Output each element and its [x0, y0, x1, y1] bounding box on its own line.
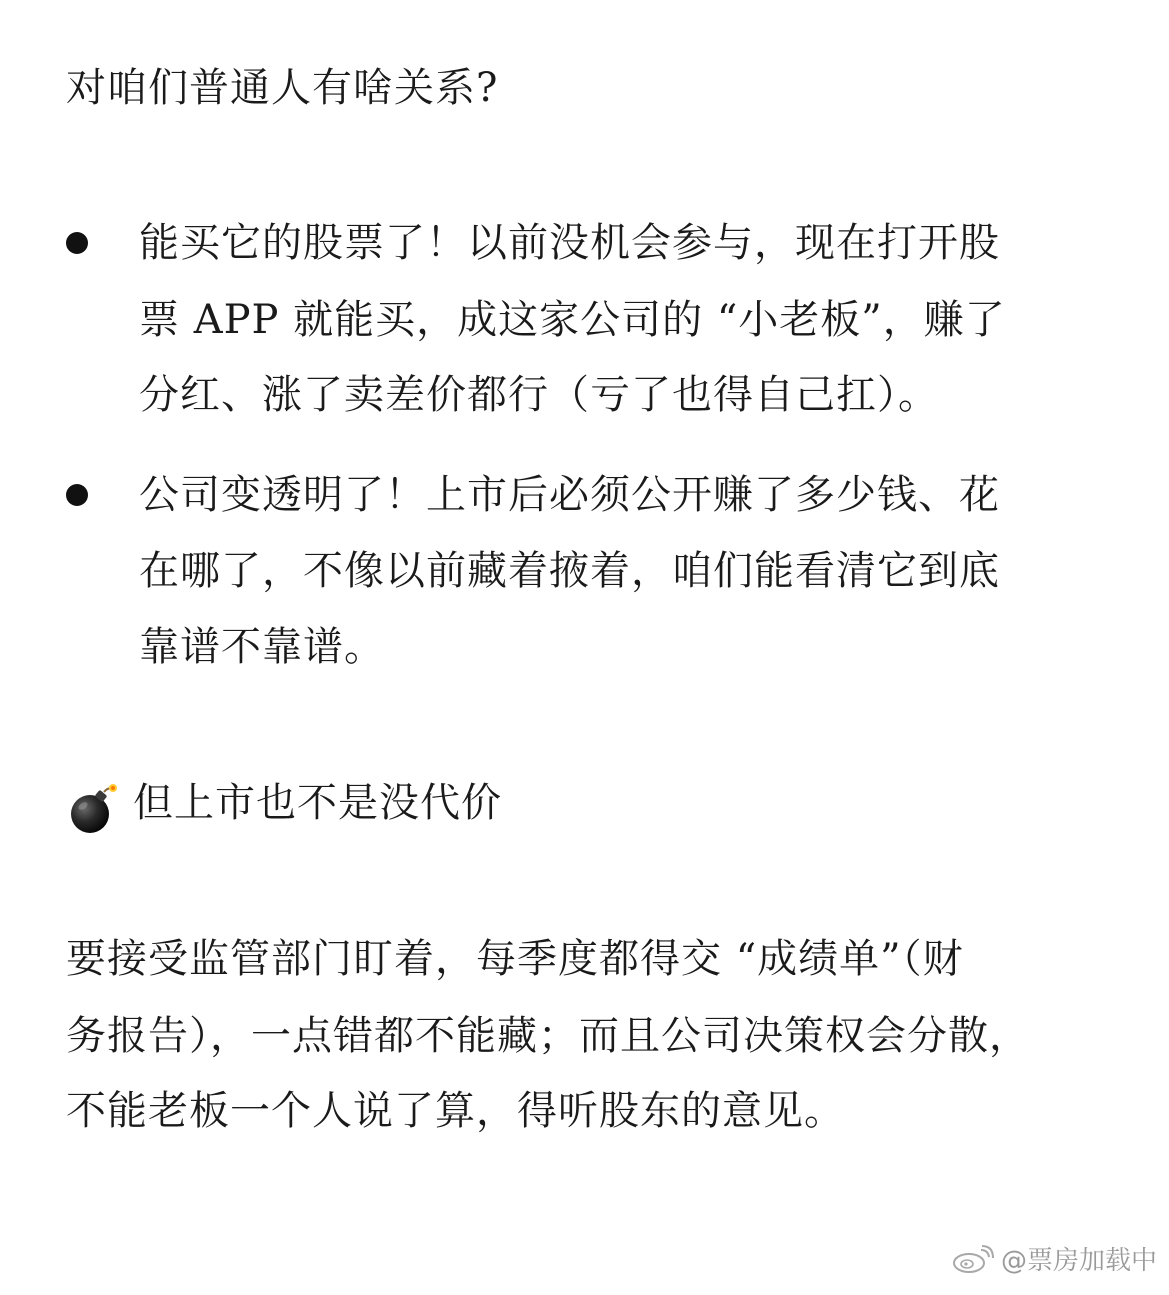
watermark-text: @票房加载中 [1000, 1246, 1157, 1276]
paragraph-line: 要接受监管部门盯着，每季度都得交 “成绩单”（财 [66, 936, 964, 982]
paragraph-line: 务报告），一点错都不能藏；而且公司决策权会分散， [66, 1013, 1030, 1059]
bullet-dot-icon [66, 232, 88, 254]
weibo-icon [951, 1244, 995, 1274]
bullet-dot-icon [66, 484, 88, 506]
section-heading: 但上市也不是没代价 [133, 780, 502, 826]
bullet-line: 票 APP 就能买，成这家公司的 “小老板”，赚了 [139, 297, 1006, 343]
bullet-line: 分红、涨了卖差价都行（亏了也得自己扛）。 [139, 372, 939, 418]
bullet-line: 在哪了，不像以前藏着掖着，咱们能看清它到底 [139, 548, 1000, 594]
bullet-line: 能买它的股票了！以前没机会参与，现在打开股 [139, 220, 1000, 266]
watermark [951, 1240, 1157, 1277]
bomb-icon [66, 781, 122, 837]
paragraph-line: 不能老板一个人说了算，得听股东的意见。 [66, 1088, 845, 1134]
question-heading: 对咱们普通人有啥关系? [66, 65, 499, 111]
bullet-line: 公司变透明了！上市后必须公开赚了多少钱、花 [139, 472, 1000, 518]
bullet-line: 靠谱不靠谱。 [139, 624, 385, 670]
